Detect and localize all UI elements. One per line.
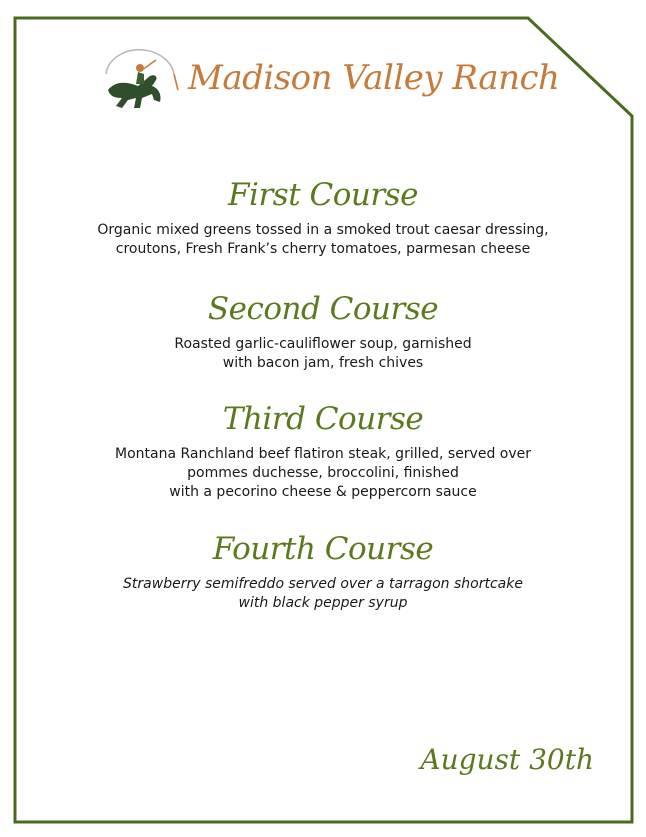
description-line: with black pepper syrup (238, 595, 408, 611)
event-date: August 30th (420, 743, 594, 776)
description-line: Strawberry semifreddo served over a tarragon shortcake (123, 576, 523, 592)
course-title: Second Course (207, 291, 439, 327)
description-line: with bacon jam, fresh chives (222, 355, 424, 371)
course-description (0, 335, 646, 373)
description-line: Organic mixed greens tossed in a smoked trout caesar dressing, (97, 222, 549, 238)
course-description (0, 221, 646, 259)
course-section-3 (0, 400, 646, 502)
course-section-4 (0, 530, 646, 613)
brand-name: Madison Valley Ranch (188, 58, 560, 98)
polo-horse-rider-icon (98, 46, 182, 116)
description-line: Montana Ranchland beef flatiron steak, grilled, served over (114, 446, 532, 462)
course-section-1 (0, 176, 646, 259)
course-title: First Course (228, 177, 418, 213)
description-line: croutons, Fresh Frank’s cherry tomatoes, parmesan cheese (115, 241, 531, 257)
description-line: Roasted garlic-cauliflower soup, garnished (174, 336, 472, 352)
course-title: Third Course (222, 401, 424, 437)
course-description (0, 575, 646, 613)
description-line: pommes duchesse, broccolini, finished (187, 465, 459, 481)
course-title: Fourth Course (212, 531, 434, 567)
header (98, 46, 560, 116)
description-line: with a pecorino cheese & peppercorn sauce (169, 484, 477, 500)
course-section-2 (0, 290, 646, 373)
course-description (0, 445, 646, 502)
